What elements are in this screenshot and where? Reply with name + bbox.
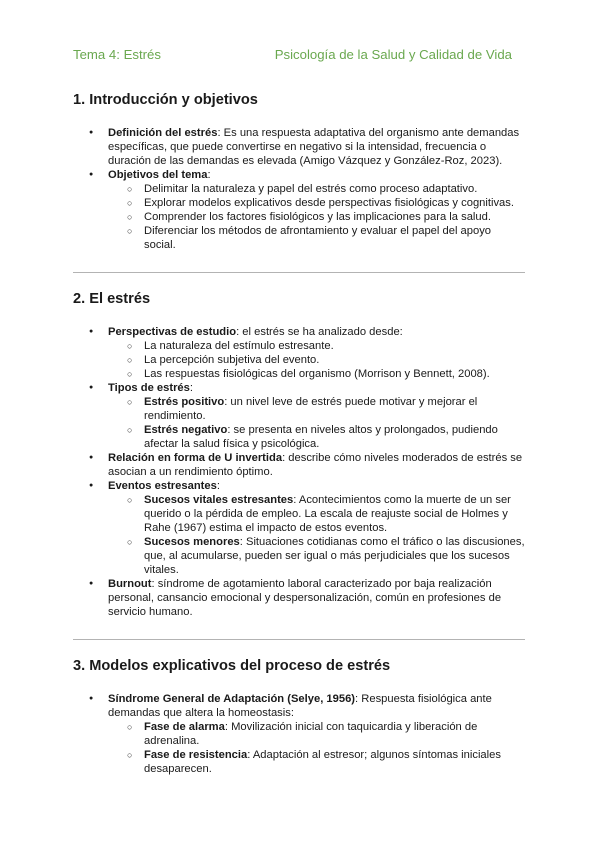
event-item: ○ Sucesos menores: Situaciones cotidianas como el tráfico o las discusiones, que, al acumularse, pueden ser igual o más perjudiciales que los sucesos vitales.: [144, 535, 525, 577]
header-course: Psicología de la Salud y Calidad de Vida: [274, 47, 512, 62]
list-item-events: ● Eventos estresantes: ○ Sucesos vitales estresantes: Acontecimientos como la muerte de un ser querido o la pérdida de empleo. La escala de reajuste social de Holmes y Rahe (1967) estima el impacto de estos eventos. ○ Sucesos menores: Situaciones cotidianas como el tráfico o las discusiones, que, al acumularse, pueden ser igual o más perjudiciales que los sucesos vitales.: [108, 479, 525, 577]
list-item-inverted-u: ● Relación en forma de U invertida: describe cómo niveles moderados de estrés se asocian a un rendimiento óptimo.: [108, 451, 525, 479]
perspective-item: ○ Las respuestas fisiológicas del organismo (Morrison y Bennett, 2008).: [144, 367, 525, 381]
phase-item: ○ Fase de resistencia: Adaptación al estresor; algunos síntomas iniciales desaparecen.: [144, 748, 525, 776]
events-list: [144, 493, 525, 577]
section-3-title: 3. Modelos explicativos del proceso de estrés: [73, 658, 391, 674]
objective-item: ○ Diferenciar los métodos de afrontamiento y evaluar el papel del apoyo social.: [144, 224, 525, 252]
page-header: [73, 47, 512, 67]
section-2-title: 2. El estrés: [73, 291, 151, 307]
section-divider: [73, 272, 525, 273]
section-1-list: [108, 126, 525, 252]
perspective-item: ○ La percepción subjetiva del evento.: [144, 353, 525, 367]
objective-item: ○ Explorar modelos explicativos desde perspectivas fisiológicas y cognitivas.: [144, 196, 525, 210]
perspectives-list: [144, 339, 525, 381]
list-item-burnout: ● Burnout: síndrome de agotamiento laboral caracterizado por baja realización personal, cansancio emocional y despersonalización, común en profesiones de servicio humano.: [108, 577, 525, 619]
section-2-list: [108, 325, 525, 619]
objectives-list: [144, 182, 525, 252]
document-body: [73, 90, 525, 776]
phases-list: [144, 720, 525, 776]
section-1-title: 1. Introducción y objetivos: [73, 92, 258, 108]
list-item-objectives: ● Objetivos del tema: ○ Delimitar la naturaleza y papel del estrés como proceso adaptativo. ○ Explorar modelos explicativos desde perspectivas fisiológicas y cognitivas. ○ Comprender los factores fisiológicos y las implicaciones para la salud. ○ Diferenciar los métodos de afrontamiento y evaluar el papel del apoyo social.: [108, 168, 525, 252]
event-item: ○ Sucesos vitales estresantes: Acontecimientos como la muerte de un ser querido o la pérdida de empleo. La escala de reajuste social de Holmes y Rahe (1967) estima el impacto de estos eventos.: [144, 493, 525, 535]
objective-item: ○ Comprender los factores fisiológicos y las implicaciones para la salud.: [144, 210, 525, 224]
type-item: ○ Estrés positivo: un nivel leve de estrés puede motivar y mejorar el rendimiento.: [144, 395, 525, 423]
header-topic: Tema 4: Estrés: [73, 47, 161, 62]
list-item-sga: ● Síndrome General de Adaptación (Selye, 1956): Respuesta fisiológica ante demandas que altera la homeostasis: ○ Fase de alarma: Movilización inicial con taquicardia y liberación de adrenalina. ○ Fase de resistencia: Adaptación al estresor; algunos síntomas iniciales desaparecen.: [108, 692, 525, 776]
type-item: ○ Estrés negativo: se presenta en niveles altos y prolongados, pudiendo afectar la salud física y psicológica.: [144, 423, 525, 451]
objective-item: ○ Delimitar la naturaleza y papel del estrés como proceso adaptativo.: [144, 182, 525, 196]
section-3-list: [108, 692, 525, 776]
list-item-types: ● Tipos de estrés: ○ Estrés positivo: un nivel leve de estrés puede motivar y mejorar el rendimiento. ○ Estrés negativo: se presenta en niveles altos y prolongados, pudiendo afectar la salud física y psicológica.: [108, 381, 525, 451]
list-item-perspectives: ● Perspectivas de estudio: el estrés se ha analizado desde: ○ La naturaleza del estímulo estresante. ○ La percepción subjetiva del evento. ○ Las respuestas fisiológicas del organismo (Morrison y Bennett, 2008).: [108, 325, 525, 381]
section-divider: [73, 639, 525, 640]
list-item-definition: ● Definición del estrés: Es una respuesta adaptativa del organismo ante demandas específicas, que puede convertirse en negativo si la intensidad, frecuencia o duración de las demandas es elevada (Amigo Vázquez y González-Roz, 2023).: [108, 126, 525, 168]
perspective-item: ○ La naturaleza del estímulo estresante.: [144, 339, 525, 353]
types-list: [144, 395, 525, 451]
phase-item: ○ Fase de alarma: Movilización inicial con taquicardia y liberación de adrenalina.: [144, 720, 525, 748]
